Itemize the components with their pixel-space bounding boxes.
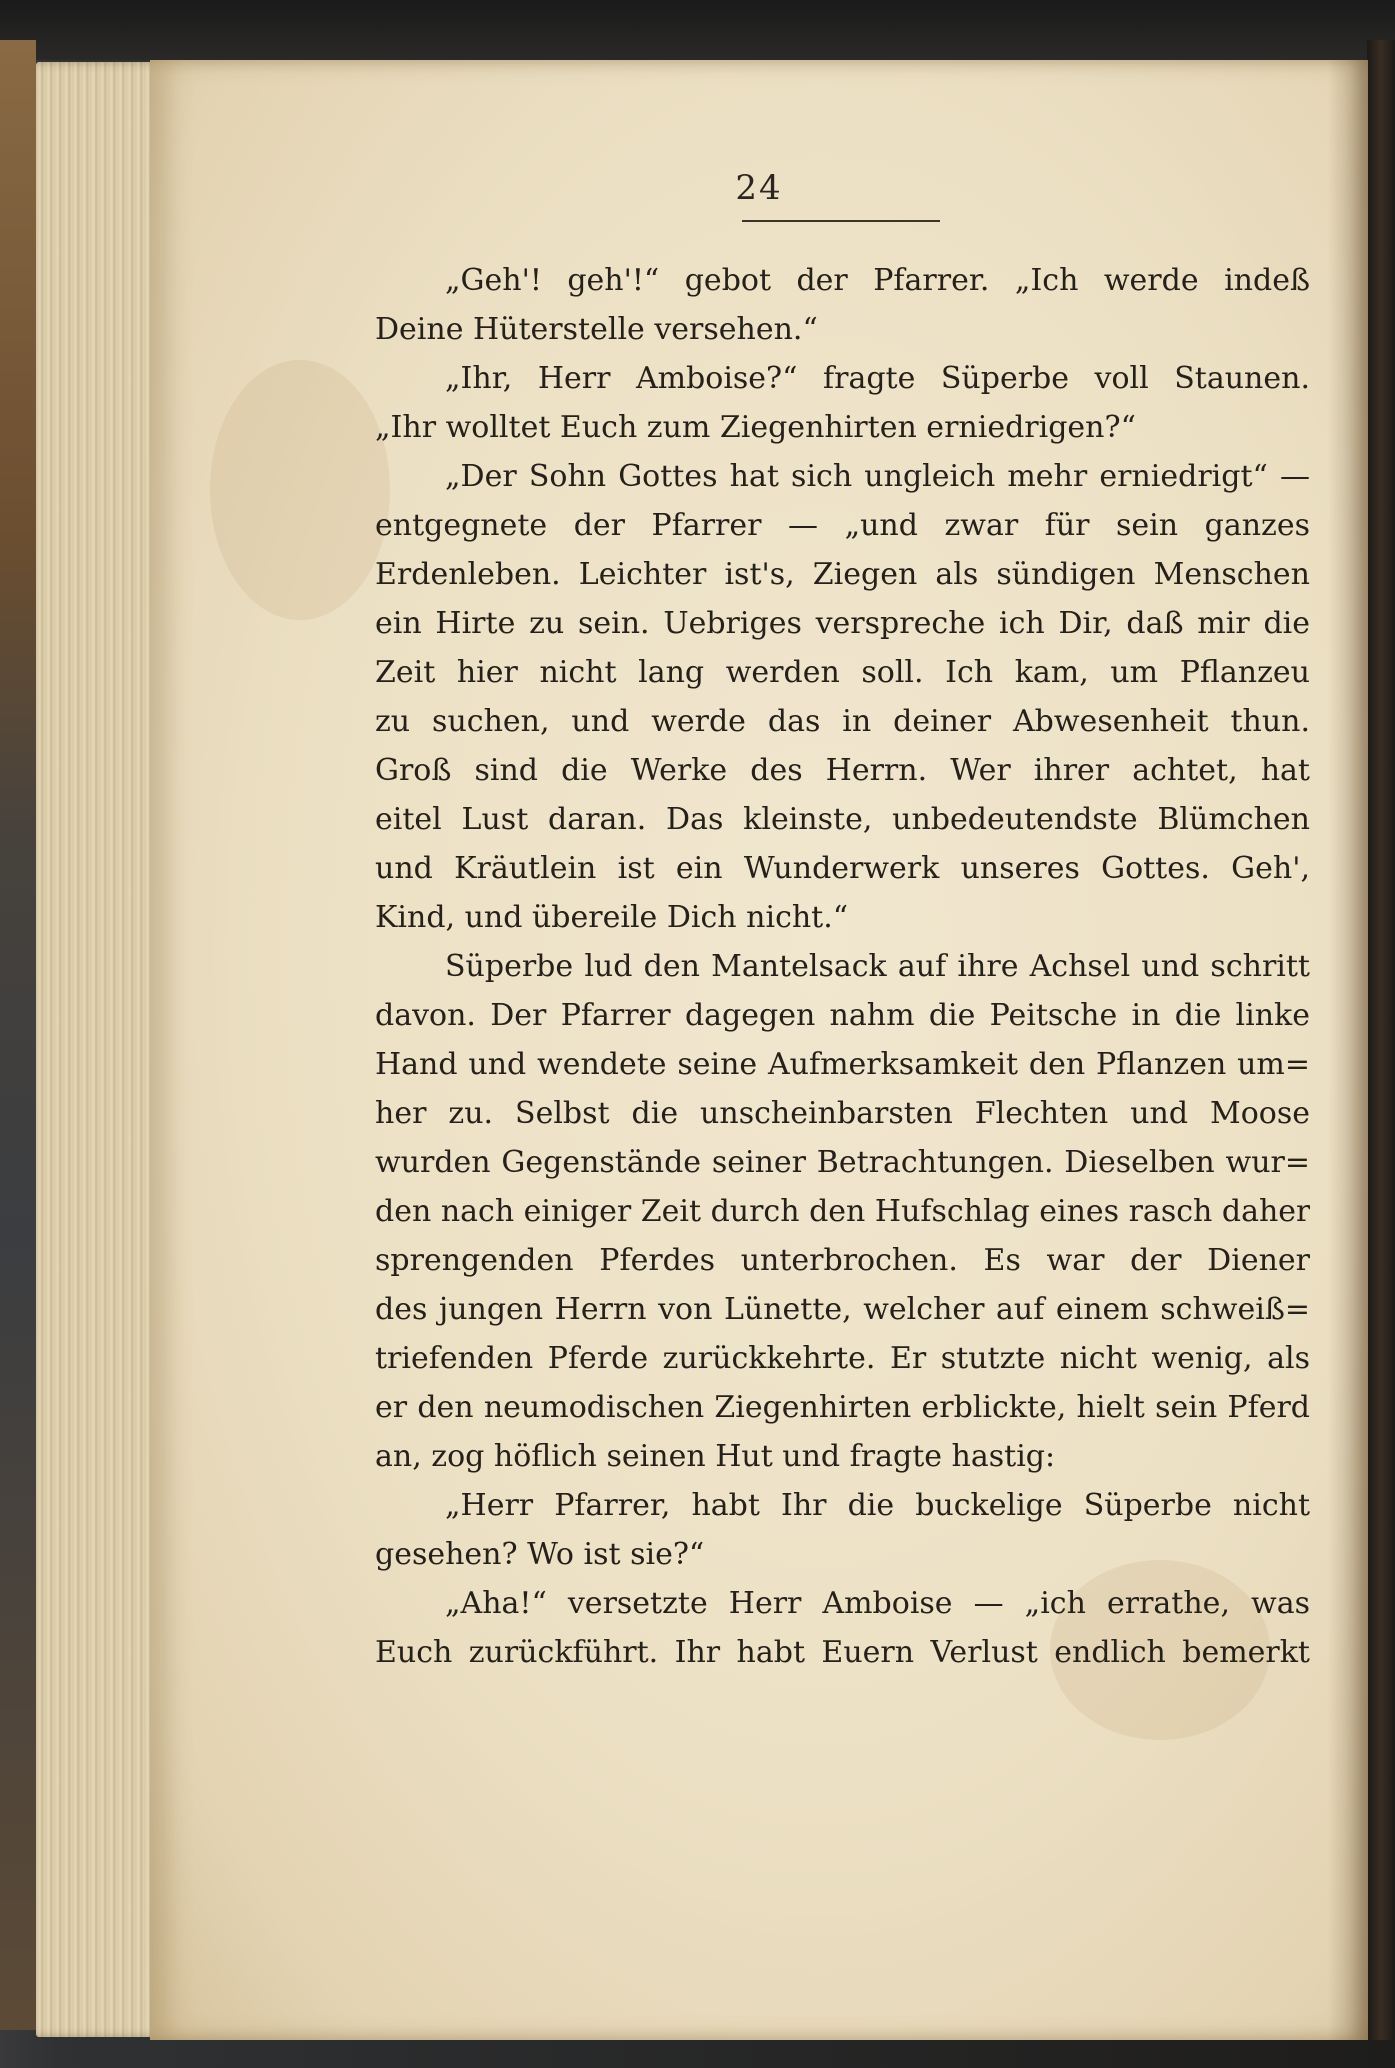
text-line: „Der Sohn Gottes hat sich ungleich mehr erniedrigt“ — — [445, 459, 1310, 494]
text-line: des jungen Herrn von Lünette, welcher auf einem schweiß= — [375, 1292, 1310, 1327]
text-line: entgegnete der Pfarrer — „und zwar für sein ganzes — [375, 508, 1310, 543]
text-line: zu suchen, und werde das in deiner Abwesenheit thun. — [375, 704, 1310, 739]
page-number-rule — [742, 220, 940, 222]
text-line: gesehen? Wo ist sie?“ — [375, 1537, 705, 1572]
book-spine-edge — [0, 40, 36, 2030]
text-line: davon. Der Pfarrer dagegen nahm die Peitsche in die linke — [375, 998, 1310, 1033]
text-line: er den neumodischen Ziegenhirten erblickte, hielt sein Pferd — [375, 1390, 1310, 1425]
book-cover-top — [0, 0, 1395, 60]
book-cover-right-edge — [1367, 40, 1395, 2040]
text-line: an, zog höflich seinen Hut und fragte hastig: — [375, 1439, 1056, 1474]
text-line: Kind, und übereile Dich nicht.“ — [375, 900, 849, 935]
text-line: triefenden Pferde zurückkehrte. Er stutzte nicht wenig, als — [375, 1341, 1310, 1376]
text-line: her zu. Selbst die unscheinbarsten Flechten und Moose — [375, 1096, 1310, 1131]
page-text — [375, 256, 1310, 1677]
text-line: Deine Hüterstelle versehen.“ — [375, 312, 818, 347]
text-line: Euch zurückführt. Ihr habt Euern Verlust endlich bemerkt — [375, 1635, 1310, 1670]
text-line: den nach einiger Zeit durch den Hufschlag eines rasch daher — [375, 1194, 1310, 1229]
text-line: Zeit hier nicht lang werden soll. Ich kam, um Pflanzeu — [375, 655, 1310, 690]
page-stack-edges — [36, 62, 166, 2037]
text-line: „Herr Pfarrer, habt Ihr die buckelige Süperbe nicht — [445, 1488, 1310, 1523]
text-line: „Ihr wolltet Euch zum Ziegenhirten erniedrigen?“ — [375, 410, 1136, 445]
text-line: Süperbe lud den Mantelsack auf ihre Achsel und schritt — [445, 949, 1310, 984]
text-line: ein Hirte zu sein. Uebriges verspreche ich Dir, daß mir die — [375, 606, 1310, 641]
text-line: sprengenden Pferdes unterbrochen. Es war der Diener — [375, 1243, 1310, 1278]
page-gutter-shadow — [1328, 60, 1368, 2040]
text-line: und Kräutlein ist ein Wunderwerk unseres Gottes. Geh', — [375, 851, 1310, 886]
page-number: 24 — [735, 168, 783, 208]
text-line: „Ihr, Herr Amboise?“ fragte Süperbe voll Staunen. — [445, 361, 1310, 396]
text-line: „Geh'! geh'!“ gebot der Pfarrer. „Ich werde indeß — [445, 263, 1310, 298]
text-line: eitel Lust daran. Das kleinste, unbedeutendste Blümchen — [375, 802, 1310, 837]
text-line: „Aha!“ versetzte Herr Amboise — „ich errathe, was — [445, 1586, 1310, 1621]
text-line: wurden Gegenstände seiner Betrachtungen. Dieselben wur= — [375, 1145, 1310, 1180]
book-page — [150, 60, 1368, 2040]
text-line: Hand und wendete seine Aufmerksamkeit den Pflanzen um= — [375, 1047, 1310, 1082]
paper-stain — [210, 360, 390, 620]
text-line: Groß sind die Werke des Herrn. Wer ihrer achtet, hat — [375, 753, 1310, 788]
text-line: Erdenleben. Leichter ist's, Ziegen als sündigen Menschen — [375, 557, 1310, 592]
